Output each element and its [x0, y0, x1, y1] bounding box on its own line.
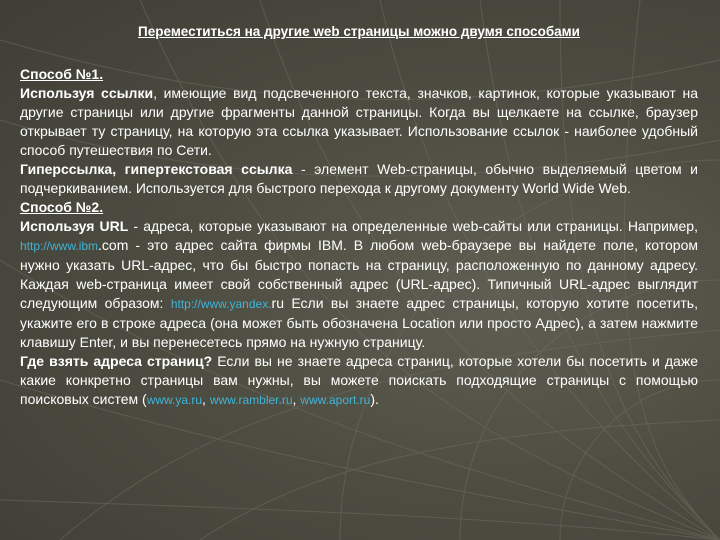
- slide-content: [20, 22, 698, 410]
- method1-term-links: Используя ссылки: [20, 85, 154, 101]
- separator-2: ,: [292, 391, 301, 407]
- link-ibm[interactable]: http://www.ibm: [20, 239, 99, 253]
- method2-paragraph-url: [20, 217, 698, 352]
- method2-text-search: Если вы не знаете адреса страниц, которые хотели бы посетить и даже какие конкретно страницы вам нужны, вы можете поискать подходящие страницы с помощью поисковых систем (: [20, 353, 698, 407]
- method2-text-url-b: .com - это адрес сайта фирмы IBM. В любом web-браузере вы найдете поле, котором нужно указать URL-адрес, что бы быстро попасть на страницу, расположенную по данному адресу. Каждая web-страница имеет свой собственный адрес (URL-адрес). Типичный URL-адрес выглядит следующим образом:: [20, 237, 698, 311]
- method2-term-search: Где взять адреса страниц?: [20, 353, 213, 369]
- link-rambler[interactable]: www.rambler.ru: [209, 393, 293, 407]
- method2-heading: Способ №2.: [20, 199, 104, 215]
- method2-text-url-a: - адреса, которые указывают на определенные web-сайты или страницы. Например,: [128, 218, 698, 234]
- method1-text-hyperlink: - элемент Web-страницы, обычно выделяемый цветом и подчеркиванием. Используется для быстрого перехода к другому документу World Wide Web.: [20, 161, 698, 196]
- method1-term-hyperlink: Гиперссылка, гипертекстовая ссылка: [20, 161, 293, 177]
- separator-1: ,: [202, 391, 210, 407]
- link-aport[interactable]: www.aport.ru: [300, 393, 371, 407]
- closing-paren: ).: [370, 391, 379, 407]
- link-yandex[interactable]: http://www.yandex.: [170, 297, 272, 311]
- method1-heading: Способ №1.: [20, 66, 104, 82]
- method2-text-url-c: ru Если вы знаете адрес страницы, которую хотите посетить, укажите его в строке адреса (она может быть обозначена Location или просто Адрес), а затем нажмите клавишу Enter, и вы перенесетесь прямо на нужную страницу.: [20, 295, 698, 350]
- method2-paragraph-search: [20, 352, 698, 410]
- link-ya[interactable]: www.ya.ru: [146, 393, 203, 407]
- method1-paragraph-hyperlink: [20, 160, 698, 198]
- method1-paragraph-links: [20, 84, 698, 160]
- slide-title: Переместиться на другие web страницы можно двумя способами: [138, 24, 580, 39]
- method2-term-url: Используя URL: [20, 218, 129, 234]
- method1-text-links: , имеющие вид подсвеченного текста, значков, картинок, которые указывают на другие страницы или другие фрагменты данной страницы. Когда вы щелкаете на ссылке, браузер открывает ту страницу, на которую эта ссылка указывает. Использование ссылок - наиболее удобный способ путешествия по Сети.: [20, 85, 698, 158]
